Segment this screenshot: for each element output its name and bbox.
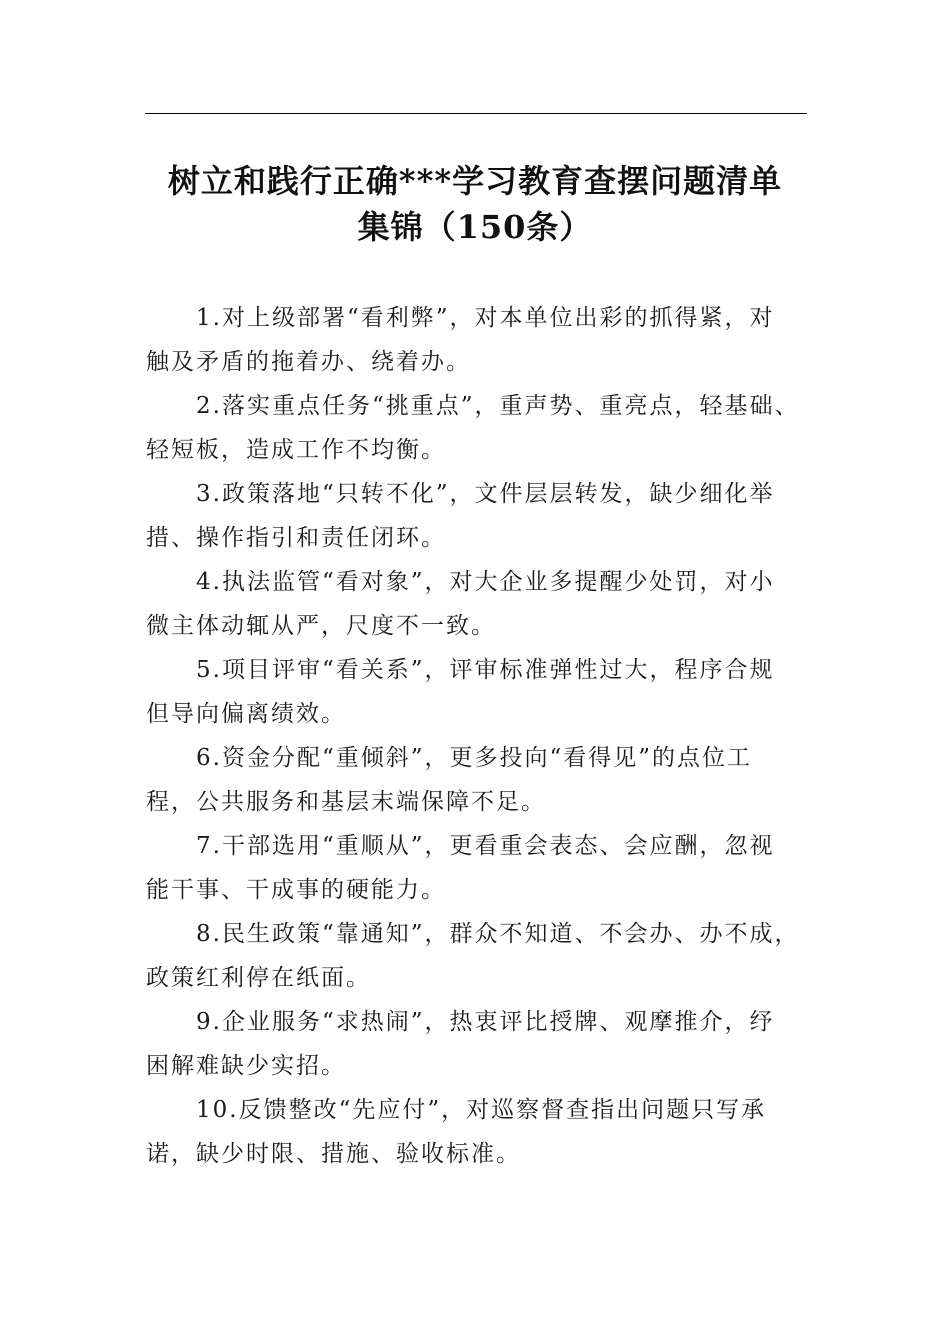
item-text-line: 能干事、干成事的硬能力。 — [146, 877, 446, 903]
item-text-line: 困解难缺少实招。 — [146, 1053, 346, 1079]
list-item — [146, 472, 822, 560]
list-item — [146, 560, 822, 648]
item-text-line: 4.执法监管“看对象”，对大企业多提醒少处罚，对小 — [196, 569, 775, 595]
list-item — [146, 1088, 822, 1176]
list-item — [146, 296, 822, 384]
header-rule — [145, 113, 807, 114]
item-text-line: 2.落实重点任务“挑重点”，重声势、重亮点，轻基础、 — [196, 393, 800, 419]
title-line-1: 树立和践行正确***学习教育查摆问题清单 — [167, 162, 783, 200]
item-text-line: 6.资金分配“重倾斜”，更多投向“看得见”的点位工 — [196, 745, 752, 771]
item-text-line: 程，公共服务和基层末端保障不足。 — [146, 789, 546, 815]
item-text-line: 3.政策落地“只转不化”，文件层层转发，缺少细化举 — [196, 481, 775, 507]
item-text-line: 7.干部选用“重顺从”，更看重会表态、会应酬，忽视 — [196, 833, 775, 859]
item-text-line: 政策红利停在纸面。 — [146, 965, 371, 991]
document-title — [120, 158, 830, 250]
item-text-line: 10.反馈整改“先应付”，对巡察督查指出问题只写承 — [196, 1097, 767, 1123]
item-text-line: 8.民生政策“靠通知”，群众不知道、不会办、办不成， — [196, 921, 800, 947]
document-body — [146, 296, 822, 1176]
item-text-line: 诺，缺少时限、措施、验收标准。 — [146, 1141, 521, 1167]
list-item — [146, 912, 822, 1000]
list-item — [146, 736, 822, 824]
list-item — [146, 824, 822, 912]
item-text-line: 5.项目评审“看关系”，评审标准弹性过大，程序合规 — [196, 657, 775, 683]
item-text-line: 触及矛盾的拖着办、绕着办。 — [146, 349, 471, 375]
list-item — [146, 648, 822, 736]
list-item — [146, 384, 822, 472]
item-text-line: 轻短板，造成工作不均衡。 — [146, 437, 446, 463]
list-item — [146, 1000, 822, 1088]
item-text-line: 措、操作指引和责任闭环。 — [146, 525, 446, 551]
item-text-line: 9.企业服务“求热闹”，热衷评比授牌、观摩推介，纾 — [196, 1009, 775, 1035]
item-text-line: 微主体动辄从严，尺度不一致。 — [146, 613, 496, 639]
item-text-line: 但导向偏离绩效。 — [146, 701, 346, 727]
title-line-2: 集锦（150条） — [357, 208, 593, 246]
item-text-line: 1.对上级部署“看利弊”，对本单位出彩的抓得紧，对 — [196, 305, 775, 331]
